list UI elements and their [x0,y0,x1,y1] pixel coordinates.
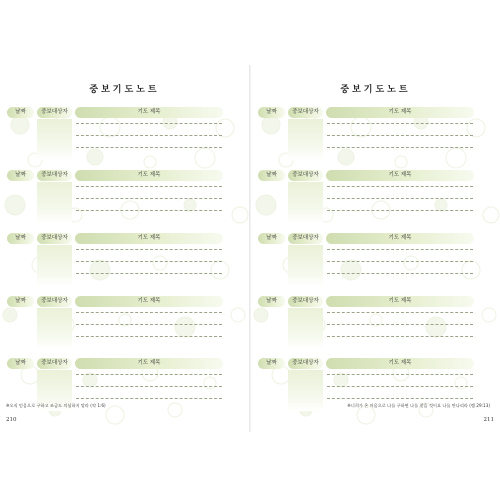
writing-line[interactable] [76,273,222,274]
page-number: 211 [483,417,494,423]
writing-line[interactable] [76,210,222,211]
writing-line[interactable] [76,249,222,250]
date-header-label: 날짜 [15,360,26,366]
date-header [258,170,285,181]
bible-verse-note: ※오직 믿음으로 구하고 조금도 의심하지 말라 (약 1:6) [6,403,106,408]
target-header-label: 중보대상자 [292,360,319,366]
target-header [288,170,323,181]
prayer-topic-header [326,170,474,181]
prayer-topic-header [326,296,474,307]
prayer-topic-header-label: 기도 제목 [137,109,161,115]
prayer-entry [251,170,500,226]
date-header-label: 날짜 [15,172,26,178]
writing-line[interactable] [327,147,473,148]
target-header-label: 중보대상자 [41,172,68,178]
date-header-label: 날짜 [15,109,26,115]
page-title: 중보기도노트 [340,85,411,95]
prayer-topic-header [326,107,474,118]
writing-line[interactable] [327,386,473,387]
target-write-area[interactable] [288,308,323,349]
page-title: 중보기도노트 [89,85,160,95]
target-header-label: 중보대상자 [292,235,319,241]
writing-line[interactable] [327,261,473,262]
target-write-area[interactable] [37,182,72,223]
writing-line[interactable] [327,210,473,211]
notebook-spread [0,65,500,432]
target-header [37,296,72,307]
prayer-topic-header [75,233,223,244]
writing-line[interactable] [76,386,222,387]
prayer-entry [251,296,500,352]
writing-line[interactable] [327,398,473,399]
date-header-label: 날짜 [15,298,26,304]
page-left [0,65,249,432]
writing-line[interactable] [327,198,473,199]
target-header-label: 중보대상자 [41,109,68,115]
target-write-area[interactable] [37,119,72,160]
writing-line[interactable] [327,336,473,337]
writing-line[interactable] [76,147,222,148]
writing-line[interactable] [327,324,473,325]
target-header-label: 중보대상자 [41,360,68,366]
date-header [258,358,285,369]
date-header-label: 날짜 [266,235,277,241]
target-header [37,170,72,181]
writing-line[interactable] [327,273,473,274]
target-write-area[interactable] [288,119,323,160]
prayer-topic-header [75,358,223,369]
prayer-topic-header-label: 기도 제목 [388,298,412,304]
target-header [37,358,72,369]
target-header [288,107,323,118]
prayer-topic-header-label: 기도 제목 [388,360,412,366]
prayer-topic-header [75,107,223,118]
date-header [7,170,34,181]
writing-line[interactable] [76,135,222,136]
date-header-label: 날짜 [266,172,277,178]
prayer-entry [0,233,249,289]
date-header [258,233,285,244]
writing-line[interactable] [76,374,222,375]
page-number: 210 [6,417,17,423]
bible-verse-note: ※너희가 온 마음으로 나를 구하면 나를 찾을 것이요 나를 만나리라 (렘 29:13) [347,403,490,408]
prayer-entry [0,296,249,352]
date-header [258,296,285,307]
prayer-topic-header-label: 기도 제목 [137,235,161,241]
target-header-label: 중보대상자 [41,235,68,241]
prayer-topic-header-label: 기도 제목 [137,298,161,304]
prayer-topic-header-label: 기도 제목 [137,360,161,366]
target-header [37,107,72,118]
date-header-label: 날짜 [15,235,26,241]
prayer-topic-header [75,296,223,307]
writing-line[interactable] [76,398,222,399]
prayer-topic-header [326,233,474,244]
target-header-label: 중보대상자 [292,109,319,115]
prayer-topic-header-label: 기도 제목 [388,235,412,241]
writing-line[interactable] [327,135,473,136]
target-header [37,233,72,244]
writing-line[interactable] [76,123,222,124]
writing-line[interactable] [76,336,222,337]
date-header-label: 날짜 [266,298,277,304]
target-write-area[interactable] [37,245,72,286]
date-header [7,358,34,369]
writing-line[interactable] [327,374,473,375]
writing-line[interactable] [327,312,473,313]
writing-line[interactable] [327,123,473,124]
date-header [7,233,34,244]
prayer-topic-header [326,358,474,369]
prayer-entry [0,170,249,226]
writing-line[interactable] [76,198,222,199]
writing-line[interactable] [76,261,222,262]
target-header-label: 중보대상자 [292,172,319,178]
prayer-topic-header [75,170,223,181]
target-write-area[interactable] [288,182,323,223]
date-header-label: 날짜 [266,109,277,115]
prayer-entry [0,107,249,163]
date-header [258,107,285,118]
prayer-entry [251,107,500,163]
writing-line[interactable] [327,249,473,250]
prayer-entry [251,233,500,289]
date-header [7,107,34,118]
target-header [288,358,323,369]
page-right [251,65,500,432]
target-write-area[interactable] [288,245,323,286]
target-write-area[interactable] [37,308,72,349]
writing-line[interactable] [76,324,222,325]
writing-line[interactable] [76,186,222,187]
target-write-area[interactable] [288,370,323,411]
target-header-label: 중보대상자 [292,298,319,304]
target-header-label: 중보대상자 [41,298,68,304]
writing-line[interactable] [76,312,222,313]
prayer-topic-header-label: 기도 제목 [388,172,412,178]
writing-line[interactable] [327,186,473,187]
target-header [288,233,323,244]
date-header [7,296,34,307]
prayer-topic-header-label: 기도 제목 [137,172,161,178]
date-header-label: 날짜 [266,360,277,366]
target-header [288,296,323,307]
prayer-topic-header-label: 기도 제목 [388,109,412,115]
